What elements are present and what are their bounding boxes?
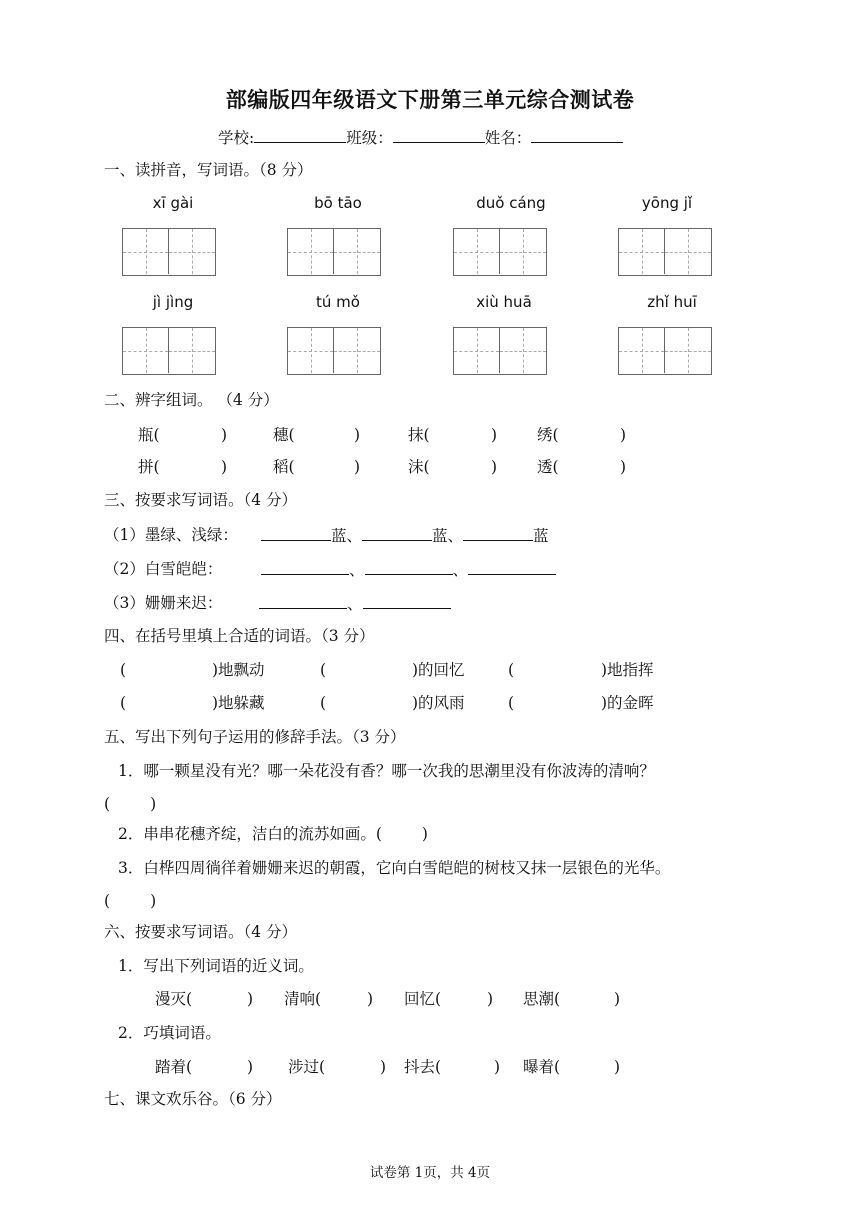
pinyin-label: duǒ cáng <box>476 194 546 212</box>
fill-phrase[interactable]: )地躲藏 <box>212 694 265 712</box>
close-paren: ) <box>150 795 157 813</box>
separator: 、 <box>452 561 469 579</box>
section5-heading: 五、写出下列句子运用的修辞手法。（3 分） <box>104 728 406 746</box>
close-paren: ) <box>614 1058 621 1076</box>
fill-item[interactable]: 涉过( <box>288 1058 326 1076</box>
word-blank[interactable] <box>537 424 559 446</box>
section4-heading: 四、在括号里填上合适的词语。（3 分） <box>104 627 375 645</box>
close-paren: ) <box>354 426 361 444</box>
open-paren: ( <box>508 661 515 679</box>
word-blank[interactable] <box>537 456 559 478</box>
synonym-item[interactable]: 清响( <box>284 990 322 1008</box>
answer-blank[interactable] <box>362 524 432 541</box>
close-paren: ) <box>150 892 157 910</box>
close-paren: ) <box>380 1058 387 1076</box>
sentence-1: 1．哪一颗星没有光？哪一朵花没有香？哪一次我的思潮里没有你波涛的清响？ <box>118 762 655 780</box>
section2-heading: 二、辨字组词。 （4 分） <box>104 391 279 409</box>
word-blank[interactable] <box>408 456 430 478</box>
tianzige-box[interactable] <box>287 228 381 276</box>
q1-label: （1）墨绿、浅绿： <box>104 526 238 544</box>
pinyin-label: tú mǒ <box>316 293 360 311</box>
pinyin-label: bō tāo <box>314 194 362 212</box>
color-word: 蓝 <box>533 527 549 545</box>
pinyin-label: xiù huā <box>476 293 532 311</box>
word-blank[interactable] <box>138 456 160 478</box>
close-paren: ) <box>491 458 498 476</box>
fill-phrase[interactable]: )地指挥 <box>601 661 654 679</box>
char-label: 抹( <box>408 426 430 444</box>
answer-blank[interactable] <box>363 592 451 609</box>
fill-phrase[interactable]: )的金晖 <box>601 694 654 712</box>
char-label: 稻( <box>273 458 295 476</box>
sub1-text: 1．写出下列词语的近义词。 <box>118 957 314 975</box>
synonym-item[interactable]: 回忆( <box>404 990 442 1008</box>
answer-blank[interactable] <box>365 558 453 575</box>
pinyin-label: jì jìng <box>152 293 194 311</box>
sentence-2-text: 2．串串花穗齐绽，洁白的流苏如画。( <box>118 825 382 843</box>
word-blank[interactable] <box>273 424 295 446</box>
section1-heading: 一、读拼音，写词语。（8 分） <box>104 161 313 179</box>
close-paren: ) <box>367 990 374 1008</box>
tianzige-box[interactable] <box>122 228 216 276</box>
page-footer: 试卷第 1页，共 4页 <box>369 1165 491 1181</box>
section6-heading: 六、按要求写词语。（4 分） <box>104 923 298 941</box>
answer-blank[interactable] <box>463 524 533 541</box>
fill-item[interactable]: 踏着( <box>155 1058 193 1076</box>
color-word: 蓝、 <box>331 527 363 545</box>
close-paren: ) <box>620 426 627 444</box>
pinyin-label: yōng jǐ <box>641 194 693 212</box>
synonym-item[interactable]: 漫灭( <box>155 990 193 1008</box>
separator: 、 <box>347 595 363 613</box>
word-blank[interactable] <box>273 456 295 478</box>
class-label: 班级： <box>346 129 393 147</box>
fill-phrase[interactable]: )的回忆 <box>412 661 465 679</box>
open-paren: ( <box>120 694 127 712</box>
close-paren: ) <box>221 458 228 476</box>
color-word: 蓝、 <box>432 527 464 545</box>
sentence-3: 3．白桦四周徜徉着姗姗来迟的朝霞，它向白雪皑皑的树枝又抹一层银色的光华。 <box>118 859 671 877</box>
open-paren: ( <box>120 661 127 679</box>
open-paren: ( <box>104 892 111 910</box>
char-label: 沫( <box>408 458 430 476</box>
close-paren: ) <box>487 990 494 1008</box>
q2-answer-line <box>261 558 556 581</box>
char-label: 绣( <box>537 426 559 444</box>
fill-item[interactable]: 曝着( <box>523 1058 561 1076</box>
close-paren: ) <box>614 990 621 1008</box>
tianzige-box[interactable] <box>618 327 712 375</box>
pinyin-label: xī gài <box>152 194 194 212</box>
tianzige-box[interactable] <box>618 228 712 276</box>
answer-blank[interactable] <box>259 592 347 609</box>
open-paren: ( <box>508 694 515 712</box>
close-paren: ) <box>620 458 627 476</box>
answer-paren[interactable] <box>104 890 156 912</box>
separator: 、 <box>349 561 365 579</box>
student-info-line <box>218 126 623 149</box>
char-label: 透( <box>537 458 559 476</box>
sentence-2[interactable] <box>118 823 428 845</box>
section3-heading: 三、按要求写词语。（4 分） <box>104 491 298 509</box>
tianzige-box[interactable] <box>453 327 547 375</box>
sub2-text: 2．巧填词语。 <box>118 1024 221 1042</box>
open-paren: ( <box>320 661 327 679</box>
open-paren: ( <box>104 795 111 813</box>
school-blank[interactable] <box>254 126 346 143</box>
close-paren: ) <box>221 426 228 444</box>
word-blank[interactable] <box>138 424 160 446</box>
synonym-item[interactable]: 思潮( <box>523 990 561 1008</box>
open-paren: ( <box>320 694 327 712</box>
close-paren: ) <box>491 426 498 444</box>
name-blank[interactable] <box>531 126 623 143</box>
char-label: 瓶( <box>138 426 160 444</box>
close-paren: ) <box>247 1058 254 1076</box>
answer-blank[interactable] <box>261 558 349 575</box>
word-blank[interactable] <box>408 424 430 446</box>
fill-phrase[interactable]: )地飘动 <box>212 661 265 679</box>
q3-label: （3）姗姗来迟： <box>104 594 223 612</box>
close-paren: ) <box>494 1058 501 1076</box>
fill-item[interactable]: 抖去( <box>404 1058 442 1076</box>
close-paren: ) <box>247 990 254 1008</box>
pinyin-label: zhǐ huī <box>647 293 697 311</box>
fill-phrase[interactable]: )的风雨 <box>412 694 465 712</box>
q3-answer-line <box>259 592 451 615</box>
answer-blank[interactable] <box>468 558 556 575</box>
page-title: 部编版四年级语文下册第三单元综合测试卷 <box>225 88 635 112</box>
tianzige-box[interactable] <box>287 327 381 375</box>
tianzige-box[interactable] <box>122 327 216 375</box>
close-paren: ) <box>421 825 428 843</box>
class-blank[interactable] <box>393 126 485 143</box>
close-paren: ) <box>354 458 361 476</box>
q1-answer-line <box>261 524 549 547</box>
answer-paren[interactable] <box>104 793 156 815</box>
char-label: 穗( <box>273 426 295 444</box>
q2-label: （2）白雪皑皑： <box>104 560 223 578</box>
section7-heading: 七、课文欢乐谷。（6 分） <box>104 1090 282 1108</box>
name-label: 姓名： <box>484 129 532 147</box>
char-label: 拼( <box>138 458 160 476</box>
answer-blank[interactable] <box>261 524 331 541</box>
school-label: 学校: <box>218 129 255 147</box>
tianzige-box[interactable] <box>453 228 547 276</box>
